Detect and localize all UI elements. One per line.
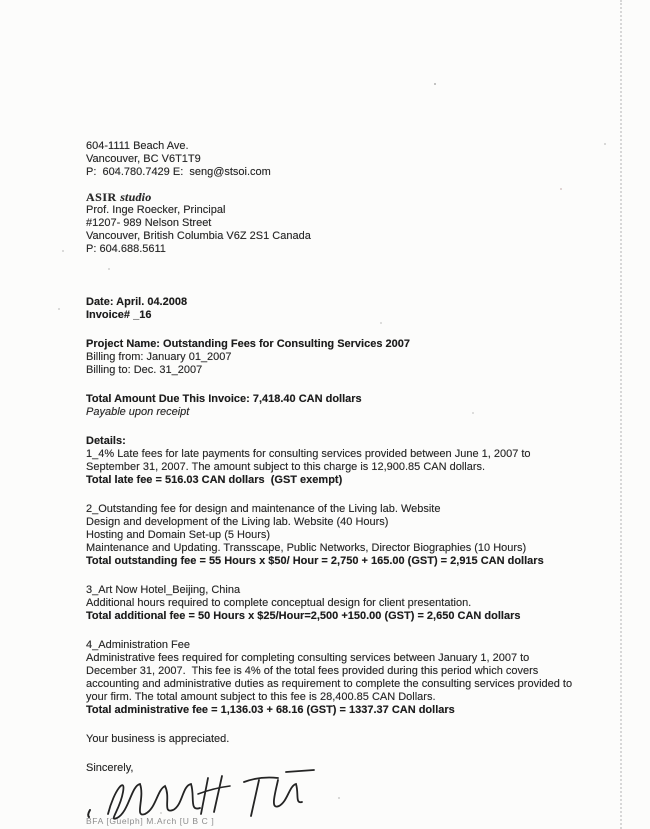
billing-from: Billing from: January 01_2007	[86, 351, 232, 363]
recipient-phone: P: 604.688.5611	[86, 243, 166, 255]
item3-title: 3_Art Now Hotel_Beijing, China	[86, 584, 241, 596]
item2-detail-2: Hosting and Domain Set-up (5 Hours)	[86, 529, 271, 541]
detail-item-1	[86, 448, 578, 487]
recipient-street: #1207- 989 Nelson Street	[86, 217, 212, 229]
item2-title: 2_Outstanding fee for design and maintenance of the Living lab. Website	[86, 503, 441, 515]
payment-terms: Payable upon receipt	[86, 406, 190, 418]
item1-total: Total late fee = 516.03 CAN dollars (GST exempt)	[86, 474, 343, 486]
item4-title: 4_Administration Fee	[86, 639, 190, 651]
detail-item-3	[86, 584, 578, 623]
sender-city: Vancouver, BC V6T1T9	[86, 153, 201, 165]
scan-noise-specks	[0, 0, 2, 2]
project-name: Project Name: Outstanding Fees for Consulting Services 2007	[86, 338, 410, 350]
sender-contact: P: 604.780.7429 E: seng@stsoi.com	[86, 166, 271, 178]
billing-to: Billing to: Dec. 31_2007	[86, 364, 203, 376]
total-due-amount: Total Amount Due This Invoice: 7,418.40 CAN dollars	[86, 393, 362, 405]
recipient-city: Vancouver, British Columbia V6Z 2S1 Canada	[86, 230, 311, 242]
item2-detail-3: Maintenance and Updating. Transscape, Public Networks, Director Biographies (10 Hours)	[86, 542, 527, 554]
signature-block	[86, 762, 578, 828]
details-heading: Details:	[86, 435, 126, 447]
sender-address-block	[86, 140, 578, 179]
item2-total: Total outstanding fee = 55 Hours x $50/ Hour = 2,750 + 165.00 (GST) = 2,915 CAN dollars	[86, 555, 544, 567]
appreciation-line: Your business is appreciated.	[86, 733, 230, 745]
closing-block-appreciation	[86, 733, 578, 746]
sender-street: 604-1111 Beach Ave.	[86, 140, 189, 152]
credentials-line: BFA [Guelph] M.Arch [U B C ]	[86, 816, 215, 826]
item3-total: Total additional fee = 50 Hours x $25/Hour=2,500 +150.00 (GST) = 2,650 CAN dollars	[86, 610, 521, 622]
invoice-date: Date: April. 04.2008	[86, 296, 188, 308]
project-block	[86, 338, 578, 377]
invoice-number: Invoice# _16	[86, 309, 152, 321]
scan-edge-perforation	[620, 0, 622, 829]
recipient-block	[86, 191, 578, 256]
item1-description: 1_4% Late fees for late payments for consulting services provided between June 1, 2007 to September 31, 2007. The amount subject to this charge is 12,900.85 CAN dollars.	[86, 448, 534, 473]
letter-content	[86, 140, 578, 828]
studio-name-suffix: studio	[120, 190, 152, 204]
recipient-principal: Prof. Inge Roecker, Principal	[86, 204, 226, 216]
item2-detail-1: Design and development of the Living lab. Website (40 Hours)	[86, 516, 389, 528]
studio-name	[86, 191, 578, 204]
item4-description: Administrative fees required for completing consulting services between January 1, 2007 to December 31, 2007. This fee is 4% of the total fees provided during this period which covers accounting and administrative duties as requirement to complete the consulting services provided to your firm. The total amount subject to this fee is 28,400.85 CAN Dollars.	[86, 652, 576, 703]
studio-name-main: ASIR	[86, 190, 121, 204]
detail-item-4	[86, 639, 578, 717]
detail-item-2	[86, 503, 578, 568]
details-section	[86, 435, 578, 717]
item4-total: Total administrative fee = 1,136.03 + 68.16 (GST) = 1337.37 CAN dollars	[86, 704, 455, 716]
item3-detail: Additional hours required to complete conceptual design for client presentation.	[86, 597, 472, 609]
salutation: Sincerely,	[86, 762, 134, 774]
invoice-meta-block	[86, 296, 578, 322]
total-due-block	[86, 393, 578, 419]
